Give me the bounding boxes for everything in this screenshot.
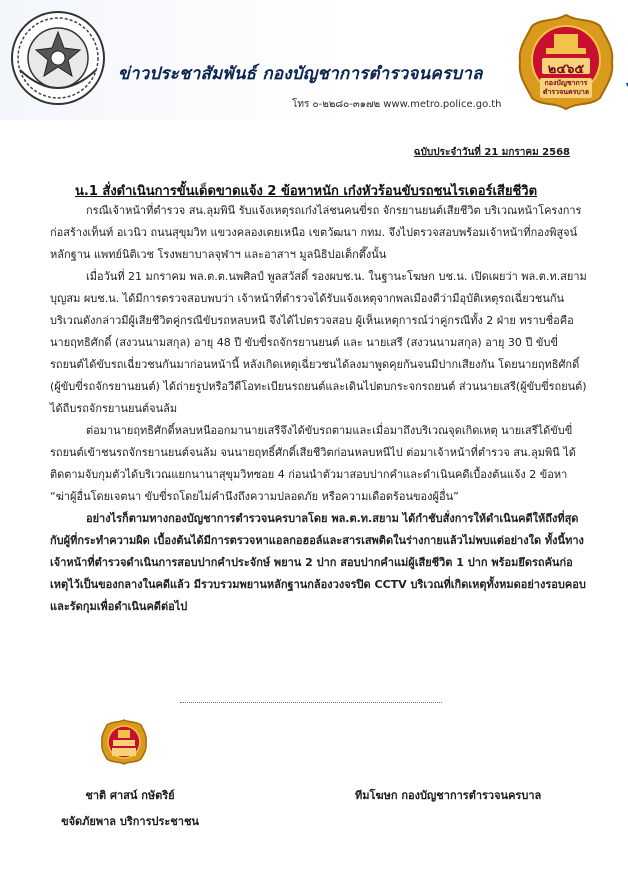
- issue-date: ฉบับประจำวันที่ 21 มกราคม 2568: [413, 147, 570, 158]
- metro-police-badge: [516, 12, 616, 112]
- motto-line-1: ชาติ ศาสน์ กษัตริย์: [85, 789, 175, 802]
- paragraph-4: อย่างไรก็ตามทางกองบัญชาการตำรวจนครบาลโดย พล.ต.ท.สยาม ได้กำชับสั่งการให้ดำเนินคดีให้ถึงที่สุดกับผู้ที่กระทำความผิด เบื้องต้นได้มีการตรวจหาแอลกอฮอล์และสารเสพติดในร่างกายแล้วไม่พบแต่อย่างใด ทั้งนี้ทางเจ้าหน้าที่ตำรวจดำเนินการสอบปากคำประจักษ์ พยาน 2 ปาก สอบปากคำแม่ผู้เสียชีวิต 1 ปาก พร้อมยึดรถคันก่อเหตุไว้เป็นของกลางในคดีแล้ว มีรวบรวมพยานหลักฐานกล้องวงจรปิด CCTV บริเวณที่เกิดเหตุทั้งหมดอย่างรอบคอบและรัดกุมเพื่อดำเนินคดีต่อไป: [50, 512, 586, 613]
- police-emblem-icon: [10, 10, 106, 106]
- contact-line: โทร ๐-๒๒๘๐-๓๑๗๒ www.metro.police.go.th: [292, 99, 502, 110]
- badge-caption-2: ตำรวจนครบาล: [542, 88, 590, 96]
- paragraph-2: เมื่อวันที่ 21 มกราคม พล.ต.ต.นพศิลป์ พูลสวัสดิ์ รองผบช.น. ในฐานะโฆษก บช.น. เปิดเผยว่า พล.ต.ท.สยาม บุญสม ผบช.น. ได้มีการตรวจสอบพบว่า เจ้าหน้าที่ตำรวจได้รับแจ้งเหตุจากพลเมืองดีว่ามีอุบัติเหตุรถเฉี่ยวชนกันบริเวณดังกล่าวมีผู้เสียชีวิตคู่กรณีขับรถหลบหนี จึงได้ไปตรวจสอบ ผู้เห็นเหตุการณ์ว่าคู่กรณีทั้ง 2 ฝ่าย ทราบชื่อคือ นายฤทธิศักดิ์ (สงวนนามสกุล) อายุ 48 ปี ขับขี่รถจักรยานยนต์ และ นายเสรี (สงวนนามสกุล) อายุ 30 ปี ขับขี่รถยนต์ได้ขับรถเฉี่ยวชนกันมาก่อนหน้านี้ หลังเกิดเหตุเฉี่ยวชนได้ลงมาพูดคุยกันจนมีปากเสียงกัน โดยนายฤทธิศักดิ์ (ผู้ขับขี่รถจักรยานยนต์) ได้ถ่ายรูปหรือวีดีโอทะเบียนรถยนต์และเดินไปตบกระจกรถยนต์ ส่วนนายเสรี(ผู้ขับขี่รถยนต์) ได้ถีบรถจักรยานยนต์จนล้ม: [50, 270, 587, 415]
- article-body: [50, 200, 590, 618]
- dotted-divider: [180, 702, 442, 703]
- page-title: ข่าวประชาสัมพันธ์ กองบัญชาการตำรวจนครบาล: [118, 64, 483, 84]
- badge-year: ๒๔๖๕: [547, 62, 585, 77]
- paragraph-3: ต่อมานายฤทธิศักดิ์หลบหนีออกมานายเสรีจึงได้ขับรถตามและเมื่อมาถึงบริเวณจุดเกิดเหตุ นายเสรีได้ขับขี่รถยนต์เข้าชนรถจักรยานยนต์จนล้ม จนนายฤทธิ์ศักดิ์เสียชีวิตก่อนหลบหนีไป ต่อมาเจ้าหน้าที่ตำรวจ สน.ลุมพินี ได้ติดตามจับกุมตัวได้บริเวณแยกนานาสุขุมวิทซอย 4 ก่อนนำตัวมาสอบปากคำและดำเนินคดีเบื้องต้นแจ้ง 2 ข้อหา “ฆ่าผู้อื่นโดยเจตนา ขับขี่รถโดยไม่คำนึงถึงความปลอดภัย หรือความเดือดร้อนของผู้อื่น”: [50, 424, 576, 503]
- paragraph-1: กรณีเจ้าหน้าที่ตำรวจ สน.ลุมพินี รับแจ้งเหตุรถเก๋งไล่ชนคนขี่รถ จักรยานยนต์เสียชีวิต บริเวณหน้าโครงการก่อสร้างเท็นท์ อเวนิว ถนนสุขุมวิท แขวงคลองเตยเหนือ เขตวัฒนา กทม. จึงไปตรวจสอบพร้อมเจ้าหน้าที่กองพิสูจน์หลักฐาน แพทย์นิติเวช โรงพยาบาลจุฬาฯ และอาสาฯ มูลนิธิปอเต็กตึ๊งนั้น: [50, 204, 582, 261]
- small-badge-icon: [100, 718, 148, 766]
- motto-line-2: ขจัดภัยพาล บริการประชาชน: [61, 815, 199, 828]
- spokesperson-signature: ทีมโฆษก กองบัญชาการตำรวจนครบาล: [355, 789, 542, 802]
- headline: น.1 สั่งดำเนินการขั้นเด็ดขาดแจ้ง 2 ข้อหาหนัก เก๋งหัวร้อนขับรถชนไรเดอร์เสียชีวิต: [75, 184, 538, 199]
- badge-caption-1: กองบัญชาการ: [544, 79, 588, 87]
